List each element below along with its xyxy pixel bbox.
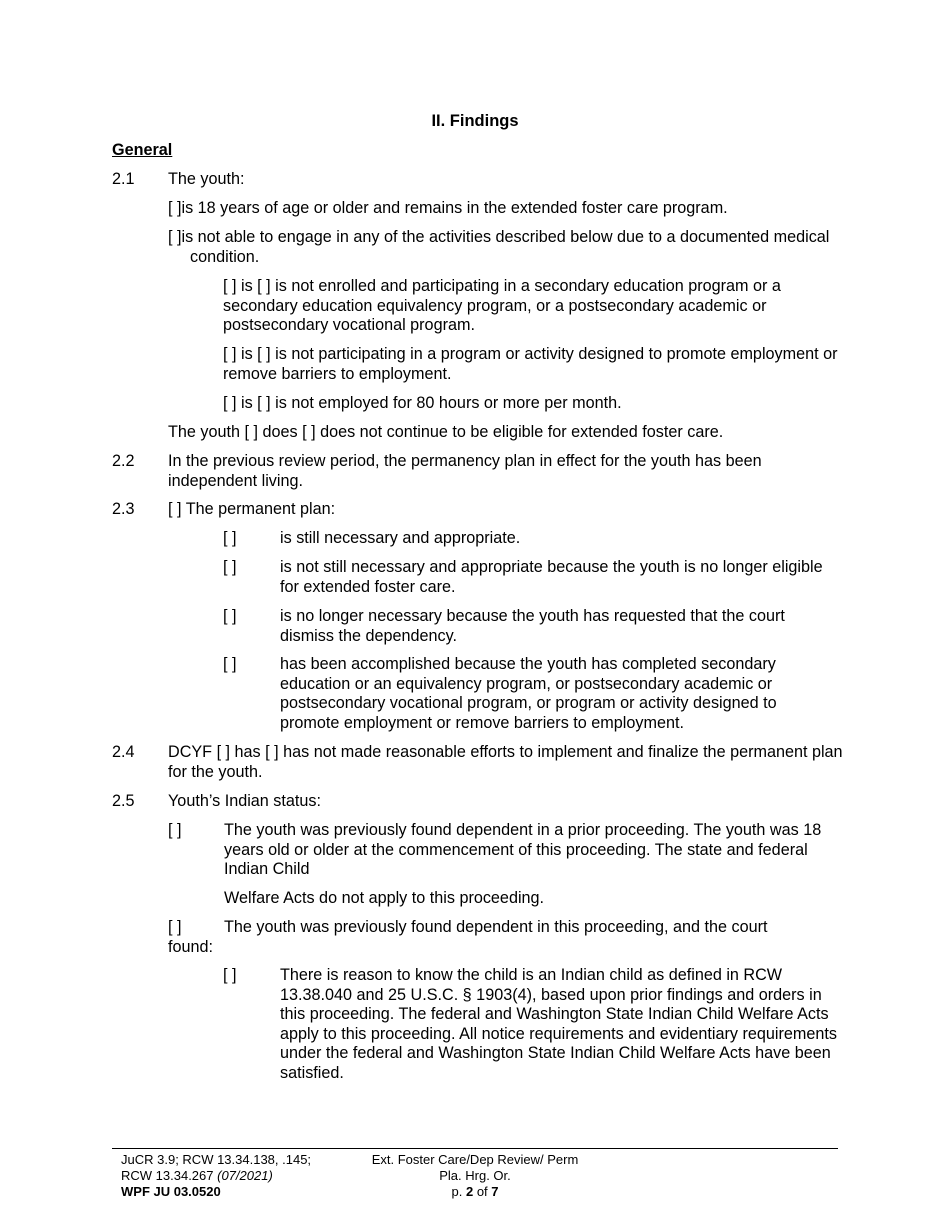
reasonable-efforts-text: DCYF [ ] has [ ] has not made reasonable efforts to implement and finalize the permanent plan for the youth. xyxy=(168,743,843,781)
youth-lead: The youth: xyxy=(168,170,245,188)
permanency-plan-text: In the previous review period, the permanency plan in effect for the youth has been independent living. xyxy=(168,452,762,490)
finding-education: [ ] is [ ] is not enrolled and participating in a secondary education program or a secondary education equivalency program, or a postsecondary academic or postsecondary vocational program. xyxy=(223,277,781,335)
finding-employed-hours: [ ] is [ ] is not employed for 80 hours or more per month. xyxy=(223,394,622,412)
finding-medical-condition: [ ]is not able to engage in any of the activities described below due to a documented medical condition. xyxy=(168,228,830,266)
footer-form-number: WPF JU 03.0520 xyxy=(121,1184,221,1199)
footer-citation-line2: RCW 13.34.267 (07/2021) xyxy=(121,1168,273,1183)
indian-status-option-prior-cont: Welfare Acts do not apply to this proceeding. xyxy=(224,889,545,907)
item-number-2-3: 2.3 xyxy=(112,500,135,518)
item-number-2-1: 2.1 xyxy=(112,170,135,188)
reason-to-know-option: There is reason to know the child is an Indian child as defined in RCW 13.38.040 and 25 U.S.C. § 1903(4), based upon prior findings and orders in this proceeding. The federal and Washington State Indian Child Welfare Acts apply to this proceeding. All notice requirements and evidentiary requirements under the federal and Washington State Indian Child Welfare Acts have been satisfied. xyxy=(280,966,837,1082)
checkbox[interactable]: [ ] xyxy=(168,918,182,936)
indian-status-option-this: The youth was previously found dependent in this proceeding, and the court xyxy=(224,918,768,936)
footer-citation xyxy=(121,1152,361,1200)
page-number: p. 2 of 7 xyxy=(451,1184,499,1199)
permanent-plan-lead: [ ] The permanent plan: xyxy=(168,500,336,518)
footer-revision-date: (07/2021) xyxy=(217,1168,273,1183)
item-number-2-4: 2.4 xyxy=(112,743,135,761)
footer-citation-line1: JuCR 3.9; RCW 13.34.138, .145; xyxy=(121,1152,312,1167)
plan-option: is not still necessary and appropriate because the youth is no longer eligible for extended foster care. xyxy=(280,558,823,596)
plan-option: is still necessary and appropriate. xyxy=(280,529,521,547)
checkbox[interactable]: [ ] xyxy=(223,966,237,984)
item-number-2-5: 2.5 xyxy=(112,792,135,810)
section-title: II. Findings xyxy=(431,112,519,130)
checkbox[interactable]: [ ] xyxy=(168,821,182,839)
plan-option: has been accomplished because the youth has completed secondary education or an equivalency program, or postsecondary academic or postsecondary vocational program, or program or activity designed to promote employment or remove barriers to employment. xyxy=(280,655,777,732)
indian-status-option-prior: The youth was previously found dependent in a prior proceeding. The youth was 18 years old or older at the commencement of this proceeding. The state and federal Indian Child xyxy=(224,821,822,879)
checkbox[interactable]: [ ] xyxy=(223,655,237,673)
finding-extended-foster-care: [ ]is 18 years of age or older and remains in the extended foster care program. xyxy=(168,199,728,217)
footer-title-line2: Pla. Hrg. Or. xyxy=(439,1168,511,1183)
general-heading: General xyxy=(112,141,173,159)
indian-status-option-this-cont: found: xyxy=(168,938,214,956)
footer-title-line1: Ext. Foster Care/Dep Review/ Perm xyxy=(371,1152,579,1167)
checkbox[interactable]: [ ] xyxy=(223,529,237,547)
footer-divider xyxy=(112,1148,838,1149)
plan-option: is no longer necessary because the youth has requested that the court dismiss the dependency. xyxy=(280,607,785,645)
item-number-2-2: 2.2 xyxy=(112,452,135,470)
footer-form-title xyxy=(340,1152,610,1200)
checkbox[interactable]: [ ] xyxy=(223,607,237,625)
checkbox[interactable]: [ ] xyxy=(223,558,237,576)
finding-employment-program: [ ] is [ ] is not participating in a program or activity designed to promote employment or remove barriers to employment. xyxy=(223,345,838,383)
indian-status-lead: Youth’s Indian status: xyxy=(168,792,321,810)
finding-eligibility: The youth [ ] does [ ] does not continue to be eligible for extended foster care. xyxy=(168,423,724,441)
